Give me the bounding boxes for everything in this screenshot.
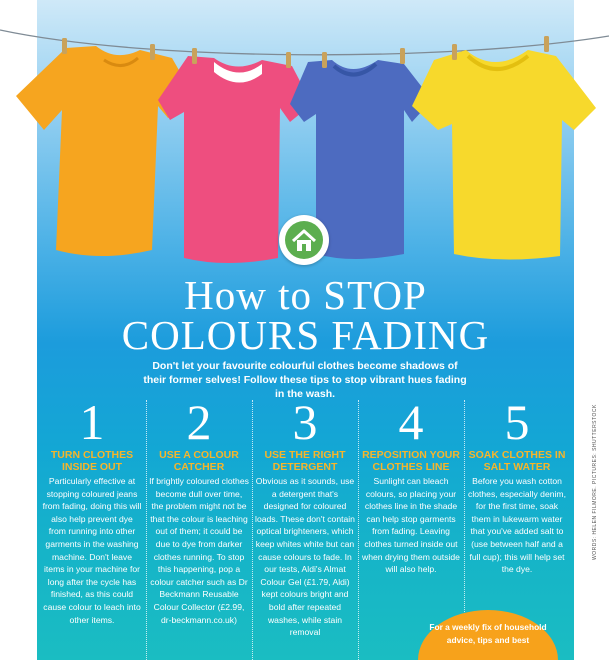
peg — [322, 52, 327, 68]
home-badge — [279, 215, 329, 265]
tip-number: 5 — [504, 394, 530, 450]
tip-heading: USE THE RIGHT DETERGENT — [264, 449, 346, 473]
peg — [544, 36, 549, 52]
tip-number: 1 — [79, 394, 105, 450]
orange-shirt — [16, 46, 196, 256]
column-divider — [358, 400, 359, 660]
tip-heading: USE A COLOUR CATCHER — [159, 449, 239, 473]
intro-text: Don't let your favourite colourful clothes become shadows of their former selves! Follow these tips to stop vibrant hues fading in the wash. — [143, 360, 467, 400]
page-title-line1: How to STOP — [184, 272, 427, 318]
promo-text: For a weekly fix of household advice, tips and best — [429, 622, 547, 645]
tip-2 — [149, 396, 249, 626]
tip-body: Particularly effective at stopping coloured jeans from fading, doing this will also help prevent dye from running into other garments in the washing machine. Don't leave items in your machine for long after the cycle has finished, as this could cause colour to leach into other items. — [42, 476, 142, 625]
tip-body: If brightly coloured clothes become dull over time, the problem might not be that the colour is leaching out of them; it could be due to dye from darker clothes running. To stop this happening, pop a colour catcher such as Dr Beckmann Reusable Colour Collector (£2.99, dr-beckmann.co.uk) — [149, 476, 249, 625]
tip-5 — [467, 396, 567, 576]
peg — [452, 44, 457, 60]
tip-heading: SOAK CLOTHES IN SALT WATER — [468, 449, 566, 473]
tip-heading: REPOSITION YOUR CLOTHES LINE — [362, 449, 460, 473]
tip-number: 3 — [292, 394, 318, 450]
tip-body: Sunlight can bleach colours, so placing your clothes line in the shade can help stop garments from fading. Leaving clothes turned inside out when drying them outside will also help. — [362, 476, 460, 575]
tip-body: Obvious as it sounds, use a detergent that's designed for coloured loads. These don't contain optical brighteners, which keep whites white but can cause colours to fade. In our tests, Aldi's Almat Colour Gel (£1.79, Aldi) kept colours bright and bold after repeated washes, while stain removal — [255, 476, 355, 638]
column-divider — [252, 400, 253, 660]
yellow-shirt — [412, 50, 596, 260]
peg — [62, 38, 67, 54]
column-divider — [146, 400, 147, 660]
home-icon — [284, 220, 324, 260]
tip-1 — [42, 396, 142, 626]
tip-number: 2 — [186, 394, 212, 450]
page-title-line2: COLOURS FADING — [121, 312, 490, 358]
peg — [286, 52, 291, 68]
peg — [150, 44, 155, 60]
photo-credit: WORDS: HELEN FILMORE. PICTURES: SHUTTERSTOCK — [592, 404, 598, 560]
tip-body: Before you wash cotton clothes, especially denim, for the first time, soak them in lukewarm water that you've added salt to (use between half and a full cup); this will help set the dye. — [468, 476, 566, 575]
tip-3 — [255, 396, 355, 639]
tip-4 — [361, 396, 461, 576]
tip-number: 4 — [398, 394, 424, 450]
peg — [400, 48, 405, 64]
peg — [192, 48, 197, 64]
tip-heading: TURN CLOTHES INSIDE OUT — [50, 449, 134, 473]
